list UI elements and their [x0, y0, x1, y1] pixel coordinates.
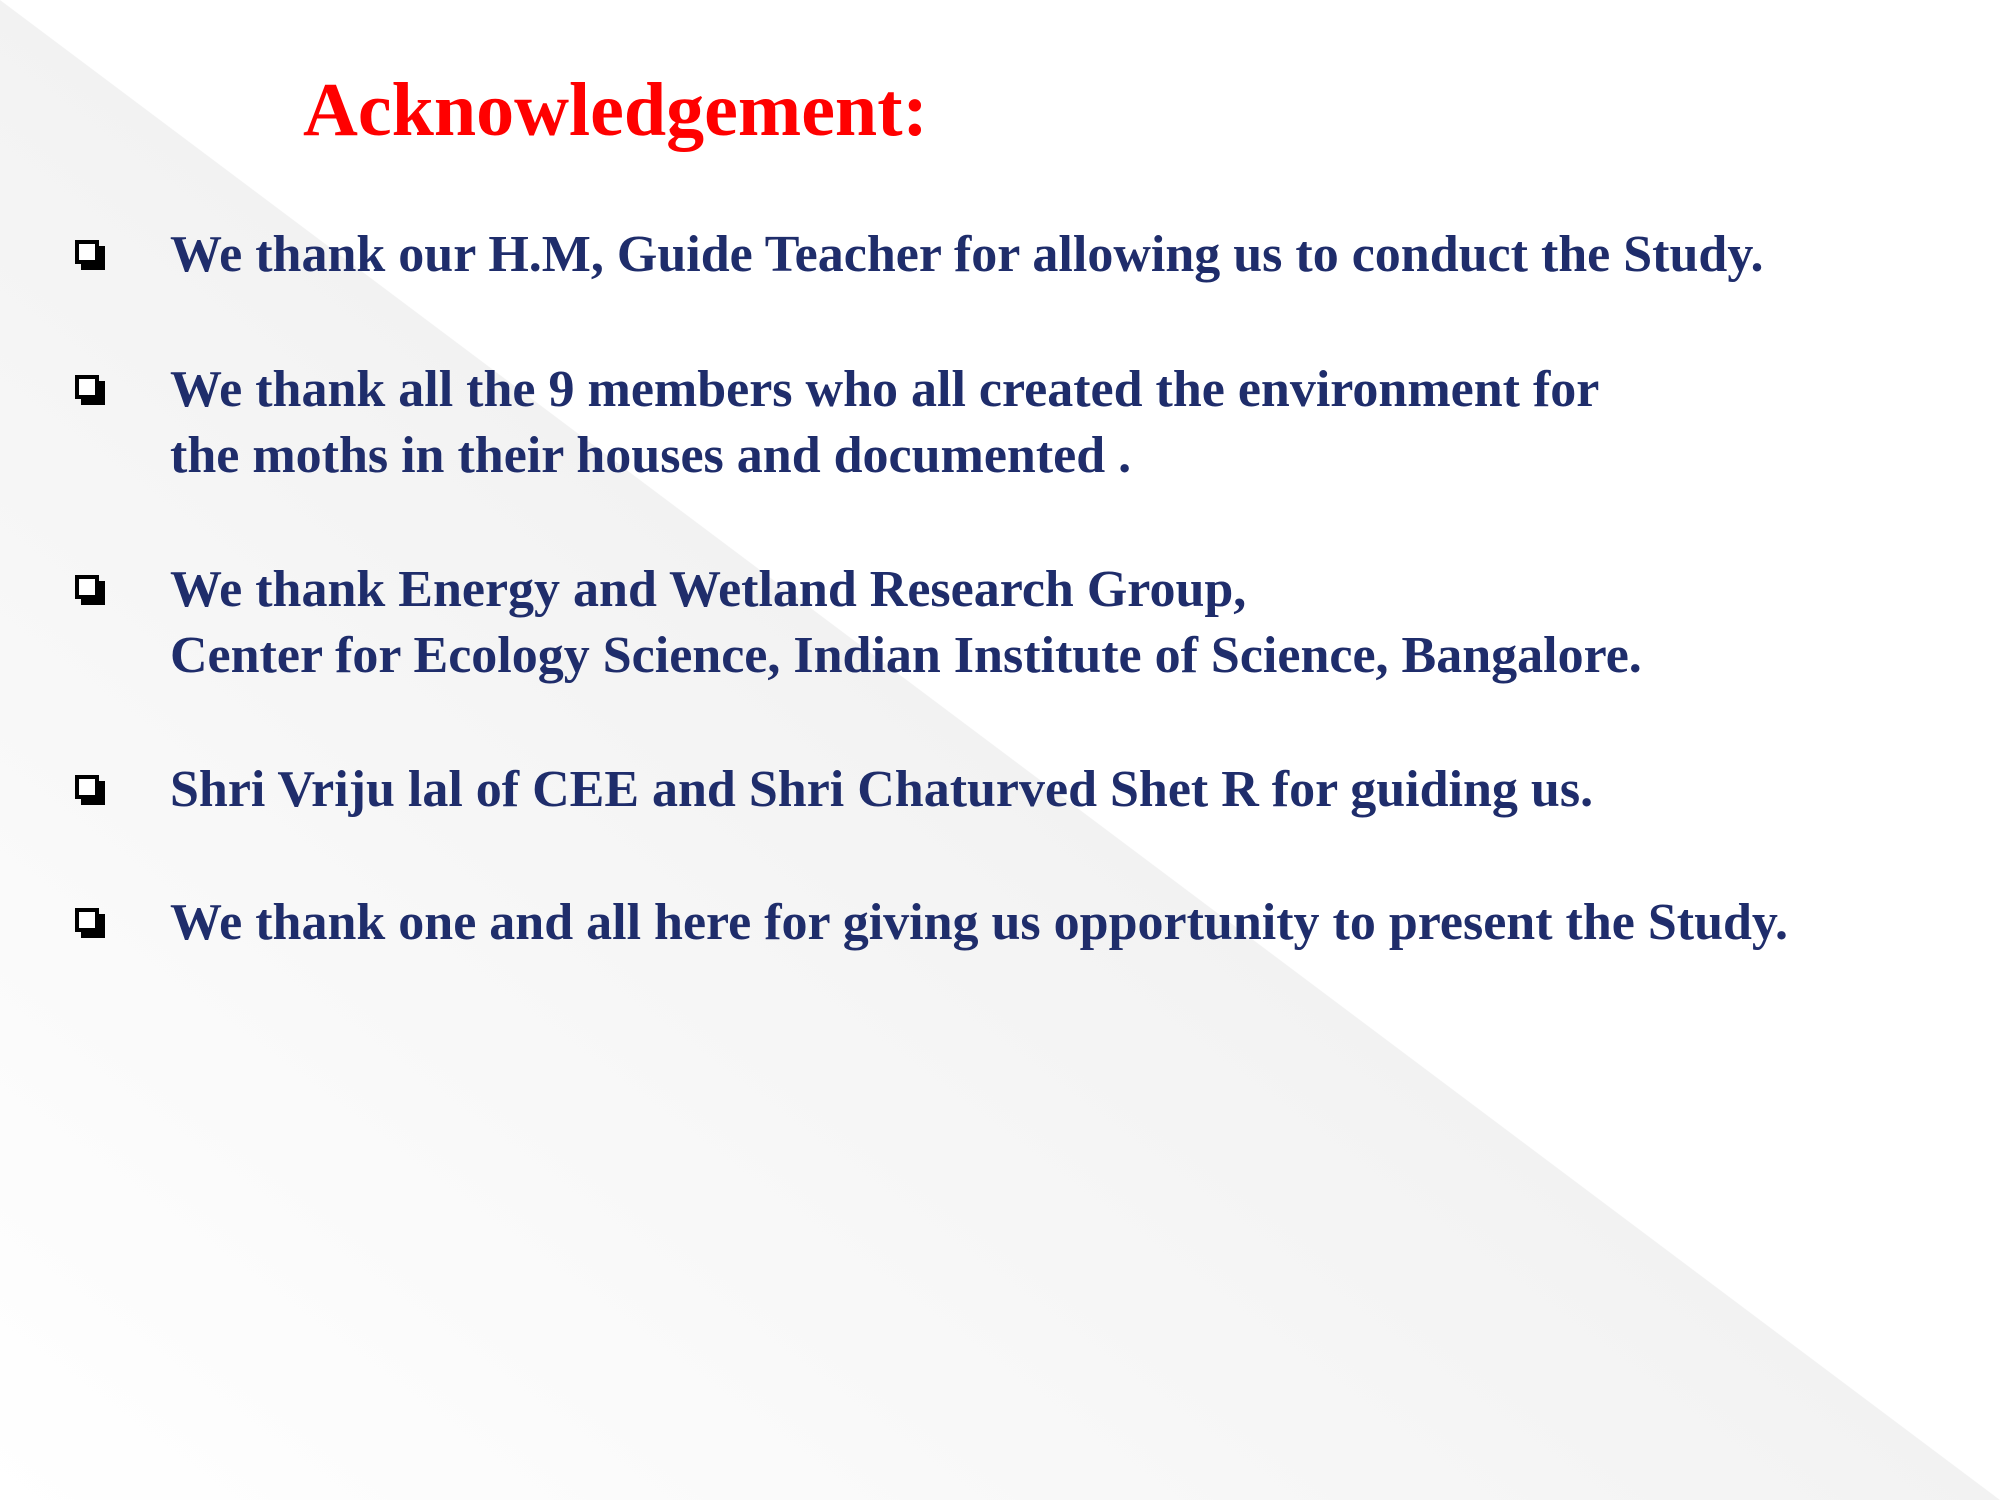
list-item-line: Center for Ecology Science, Indian Institute of Science, Bangalore.: [170, 627, 1642, 684]
slide-title: Acknowledgement:: [303, 68, 928, 152]
list-item-line: We thank our H.M, Guide Teacher for allowing us to conduct the Study.: [170, 226, 1764, 283]
list-item-line: We thank one and all here for giving us opportunity to present the Study.: [170, 894, 1789, 951]
list-item-text: [170, 757, 1593, 823]
list-item-text: [170, 890, 1788, 956]
list-item-text: [170, 222, 1763, 288]
checkbox-square-icon: [75, 908, 99, 932]
list-item-line: the moths in their houses and documented .: [170, 427, 1132, 484]
checkbox-square-icon: [75, 240, 99, 264]
checkbox-square-icon: [75, 575, 99, 599]
list-item-text: [170, 357, 1599, 489]
list-item-line: We thank Energy and Wetland Research Group,: [170, 561, 1247, 618]
list-item-line: Shri Vriju lal of CEE and Shri Chaturved Shet R for guiding us.: [170, 761, 1594, 818]
checkbox-square-icon: [75, 775, 99, 799]
list-item-line: We thank all the 9 members who all created the environment for: [170, 361, 1600, 418]
checkbox-square-icon: [75, 375, 99, 399]
list-item-text: [170, 557, 1642, 689]
